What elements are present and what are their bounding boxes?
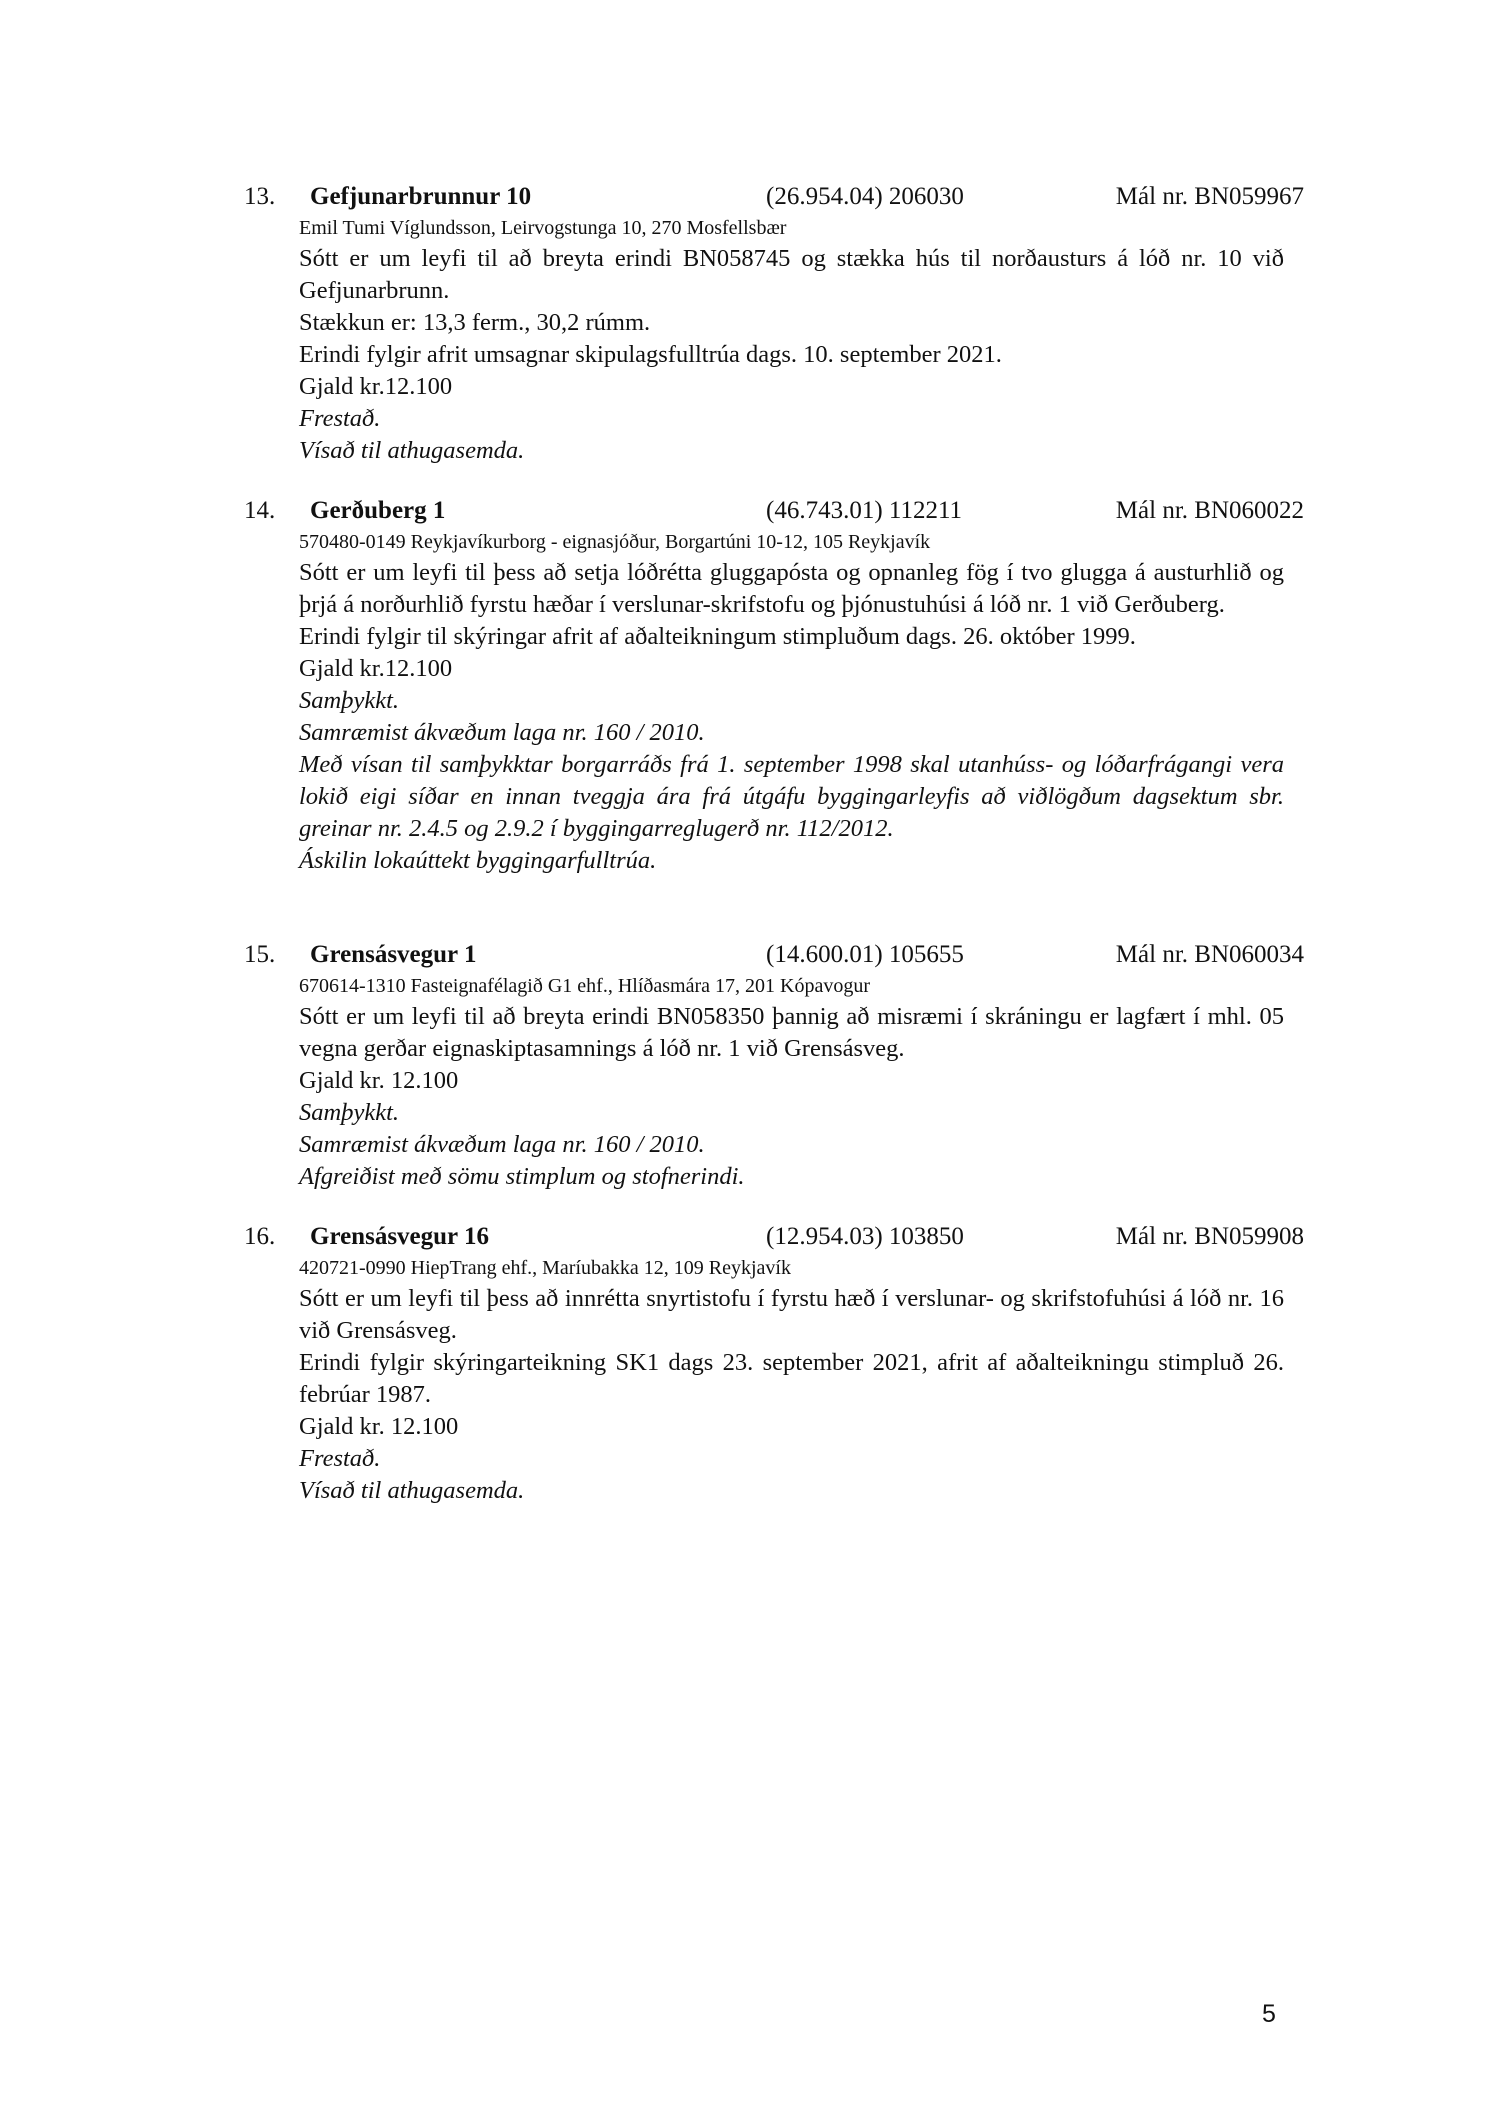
case-entry [244,1220,1304,1507]
entry-decision-note: Afgreiðist með sömu stimplum og stofnerindi. [299,1163,745,1190]
entry-address: Grensásvegur 16 [310,1223,489,1250]
entry-decision-note: Með vísan til samþykktar borgarráðs frá 1. september 1998 skal utanhúss- og lóðarfrágangi vera lokið eigi síðar en innan tveggja ára frá útgáfu byggingarleyfis að viðlögðum dagsektum sbr. greinar nr. 2.4.5 og 2.9.2 í byggingarreglugerð nr. 112/2012. [299,751,1284,842]
case-entry [244,938,1304,1193]
entry-detail: Erindi fylgir til skýringar afrit af aðalteikningum stimpluðum dags. 26. október 1999. [299,623,1136,650]
entry-applicant: 420721-0990 HiepTrang ehf., Maríubakka 12, 109 Reykjavík [299,1257,791,1279]
entry-header [244,1220,1304,1254]
entry-applicant: 570480-0149 Reykjavíkurborg - eignasjóður, Borgartúni 10-12, 105 Reykjavík [299,531,931,553]
entry-body [299,1254,1284,1507]
entry-property-code: (46.743.01) 112211 [766,497,963,524]
entry-address: Gerðuberg 1 [310,497,446,524]
entry-description: Sótt er um leyfi til að breyta erindi BN058350 þannig að misræmi í skráningu er lagfært í mhl. 05 vegna gerðar eignaskiptasamnings á lóð nr. 1 við Grensásveg. [299,1003,1284,1062]
case-entry [244,494,1304,877]
entry-decision: Samþykkt. [299,687,399,714]
entry-decision-note: Samræmist ákvæðum laga nr. 160 / 2010. [299,719,705,746]
entry-header [244,180,1304,214]
entry-applicant: Emil Tumi Víglundsson, Leirvogstunga 10, 270 Mosfellsbær [299,217,787,239]
case-entry [244,180,1304,467]
entry-decision-note: Vísað til athugasemda. [299,1477,525,1504]
entry-number: 13. [244,183,276,210]
entry-case-number: Mál nr. BN060034 [1115,941,1304,968]
entry-decision-note: Samræmist ákvæðum laga nr. 160 / 2010. [299,1131,705,1158]
entry-description: Sótt er um leyfi til þess að setja lóðrétta gluggapósta og opnanleg fög í tvo glugga á austurhlið og þrjá á norðurhlið fyrstu hæðar í verslunar-skrifstofu og þjónustuhúsi á lóð nr. 1 við Gerðuberg. [299,559,1284,618]
entry-description: Sótt er um leyfi til þess að innrétta snyrtistofu í fyrstu hæð í verslunar- og skrifstofuhúsi á lóð nr. 16 við Grensásveg. [299,1285,1284,1344]
entry-body [299,214,1284,467]
entry-case-number: Mál nr. BN059908 [1115,1223,1304,1250]
entry-property-code: (14.600.01) 105655 [766,941,964,968]
entry-case-number: Mál nr. BN060022 [1115,497,1304,524]
entry-address: Gefjunarbrunnur 10 [310,183,532,210]
entry-decision-note: Vísað til athugasemda. [299,437,525,464]
entry-fee: Gjald kr. 12.100 [299,1413,459,1440]
entry-decision: Frestað. [299,405,381,432]
entry-case-number: Mál nr. BN059967 [1115,183,1304,210]
entry-property-code: (26.954.04) 206030 [766,183,964,210]
entry-number: 16. [244,1223,276,1250]
entry-header [244,938,1304,972]
entry-property-code: (12.954.03) 103850 [766,1223,964,1250]
entry-address: Grensásvegur 1 [310,941,477,968]
entry-detail: Erindi fylgir skýringarteikning SK1 dags 23. september 2021, afrit af aðalteikningu stimpluð 26. febrúar 1987. [299,1349,1284,1408]
entry-fee: Gjald kr.12.100 [299,655,453,682]
entry-detail: Erindi fylgir afrit umsagnar skipulagsfulltrúa dags. 10. september 2021. [299,341,1002,368]
entry-description: Sótt er um leyfi til að breyta erindi BN058745 og stækka hús til norðausturs á lóð nr. 10 við Gefjunarbrunn. [299,245,1284,304]
entry-decision: Samþykkt. [299,1099,399,1126]
entry-body [299,972,1284,1193]
entry-header [244,494,1304,528]
entry-detail: Stækkun er: 13,3 ferm., 30,2 rúmm. [299,309,651,336]
entry-fee: Gjald kr. 12.100 [299,1067,459,1094]
entry-fee: Gjald kr.12.100 [299,373,453,400]
entry-decision-note: Áskilin lokaúttekt byggingarfulltrúa. [299,847,657,874]
page-number: 5 [1262,2000,1276,2028]
entry-body [299,528,1284,877]
entry-applicant: 670614-1310 Fasteignafélagið G1 ehf., Hlíðasmára 17, 201 Kópavogur [299,975,870,997]
entry-number: 15. [244,941,276,968]
entry-decision: Frestað. [299,1445,381,1472]
entry-number: 14. [244,497,276,524]
